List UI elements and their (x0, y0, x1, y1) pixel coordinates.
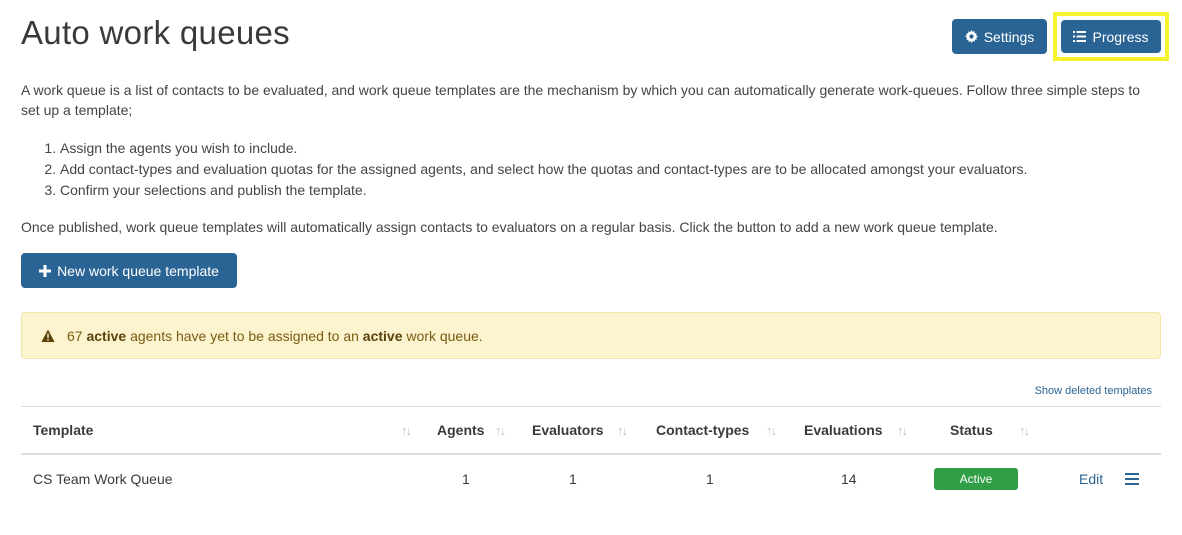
contact-types-count: 1 (706, 471, 714, 487)
intro-text: A work queue is a list of contacts to be evaluated, and work queue templates are the mechanism by which you can automatically generate work-queues. Follow three simple steps to set up a template; (21, 82, 1141, 118)
alert-active-word: active (86, 327, 127, 344)
alert-text-end: work queue. (406, 327, 483, 344)
column-label: Evaluators (532, 422, 604, 438)
table-header (21, 406, 1161, 455)
column-label: Evaluations (804, 422, 883, 438)
column-header-status[interactable] (950, 407, 993, 453)
page-title: Auto work queues (21, 14, 290, 51)
progress-label: Progress (1092, 28, 1149, 45)
progress-highlight (1053, 12, 1169, 61)
column-label: Contact-types (656, 422, 750, 438)
unassigned-agents-alert (21, 312, 1161, 359)
column-header-agents[interactable] (437, 407, 484, 453)
column-label: Status (950, 422, 993, 438)
column-label: Template (33, 422, 94, 438)
sort-icon[interactable]: ↑↓ (495, 422, 504, 438)
plus-icon (39, 265, 51, 277)
sort-icon[interactable]: ↑↓ (617, 422, 626, 438)
column-label: Agents (437, 422, 485, 438)
steps-list (21, 138, 1027, 201)
new-template-label: New work queue template (57, 262, 219, 279)
show-deleted-templates-link[interactable]: Show deleted templates (1034, 385, 1152, 397)
table-row (21, 455, 1161, 503)
templates-table (21, 406, 1161, 503)
sort-icon[interactable]: ↑↓ (766, 422, 775, 438)
template-name: CS Team Work Queue (33, 471, 173, 487)
gear-icon (965, 30, 978, 43)
alert-active-word: active (362, 327, 403, 344)
step-item: 2. Add contact-types and evaluation quotas for the assigned agents, and select how the quotas and contact-types are to be allocated amongst your evaluators. (60, 159, 1027, 180)
sort-icon[interactable]: ↑↓ (1019, 422, 1028, 438)
progress-button[interactable] (1061, 20, 1161, 53)
agents-count: 1 (462, 471, 470, 487)
column-header-evaluations[interactable] (804, 407, 883, 453)
status-badge: Active (934, 468, 1018, 490)
evaluators-count: 1 (569, 471, 577, 487)
column-header-template[interactable] (33, 407, 93, 453)
evaluations-count: 14 (841, 471, 857, 487)
step-item: 3. Confirm your selections and publish the template. (60, 180, 1027, 201)
sort-icon[interactable]: ↑↓ (897, 422, 906, 438)
step-item: 1. Assign the agents you wish to include. (60, 138, 1027, 159)
alert-text: agents have yet to be assigned to an (130, 327, 359, 344)
publish-info-text: Once published, work queue templates will automatically assign contacts to evaluators on a regular basis. Click the button to add a new work queue template. (21, 219, 998, 235)
warning-icon (41, 329, 55, 343)
new-template-button[interactable] (21, 253, 237, 288)
settings-button[interactable] (952, 19, 1047, 54)
column-header-contact-types[interactable] (656, 407, 749, 453)
settings-label: Settings (983, 28, 1035, 45)
hamburger-menu-icon[interactable] (1125, 473, 1139, 485)
edit-link[interactable]: Edit (1079, 471, 1104, 487)
list-icon (1073, 31, 1086, 42)
column-header-evaluators[interactable] (532, 407, 604, 453)
sort-icon[interactable]: ↑↓ (401, 422, 410, 438)
alert-count: 67 (67, 327, 83, 344)
